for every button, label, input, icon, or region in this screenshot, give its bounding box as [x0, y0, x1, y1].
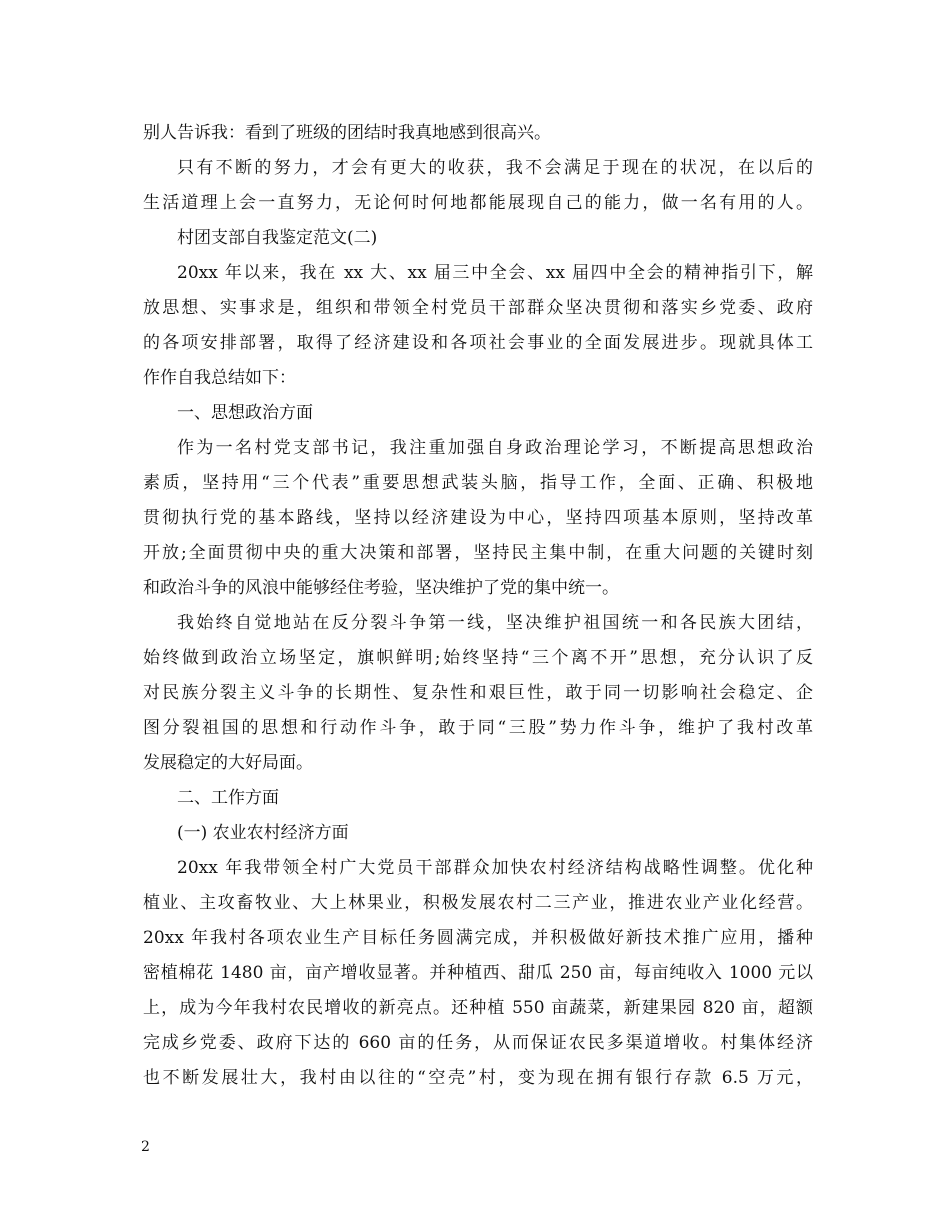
text-line: 作为一名村党支部书记，我注重加强自身政治理论学习，不断提高思想政治: [177, 438, 813, 458]
text-line: 20xx 年我带领全村广大党员干部群众加快农村经济结构战略性调整。优化种: [177, 858, 813, 878]
text-line: 我始终自觉地站在反分裂斗争第一线，坚决维护祖国统一和各民族大团结，: [177, 613, 813, 633]
text-line: 别人告诉我：看到了班级的团结时我真地感到很高兴。: [143, 123, 551, 143]
text-line: 上，成为今年我村农民增收的新亮点。还种植 550 亩蔬菜，新建果园 820 亩，超额: [143, 998, 813, 1018]
text-line: 和政治斗争的风浪中能够经住考验，坚决维护了党的集中统一。: [143, 578, 619, 598]
text-line: 对民族分裂主义斗争的长期性、复杂性和艰巨性，敢于同一切影响社会稳定、企: [143, 683, 813, 703]
text-line: 发展稳定的大好局面。: [143, 753, 313, 773]
text-line: 始终做到政治立场坚定，旗帜鲜明;始终坚持“三个离不开”思想，充分认识了反: [143, 648, 813, 668]
text-line: 20xx 年以来，我在 xx 大、xx 届三中全会、xx 届四中全会的精神指引下，解: [177, 263, 813, 283]
text-line: 素质，坚持用“三个代表”重要思想武装头脑，指导工作，全面、正确、积极地: [143, 473, 813, 493]
subsection-heading: (一) 农业农村经济方面: [177, 823, 349, 843]
text-line: 贯彻执行党的基本路线，坚持以经济建设为中心，坚持四项基本原则，坚持改革: [143, 508, 813, 528]
text-line: 密植棉花 1480 亩，亩产增收显著。并种植西、甜瓜 250 亩，每亩纯收入 1000 元以: [143, 963, 813, 983]
text-line: 只有不断的努力，才会有更大的收获，我不会满足于现在的状况，在以后的: [177, 158, 813, 178]
text-line: 的各项安排部署，取得了经济建设和各项社会事业的全面发展进步。现就具体工: [143, 333, 813, 353]
text-line: 开放;全面贯彻中央的重大决策和部署，坚持民主集中制，在重大问题的关键时刻: [143, 543, 813, 563]
text-line: 放思想、实事求是，组织和带领全村党员干部群众坚决贯彻和落实乡党委、政府: [143, 298, 813, 318]
text-line: 完成乡党委、政府下达的 660 亩的任务，从而保证农民多渠道增收。村集体经济: [143, 1033, 813, 1053]
text-line: 也不断发展壮大，我村由以往的“空壳”村，变为现在拥有银行存款 6.5 万元，: [143, 1068, 813, 1088]
section-heading: 一、思想政治方面: [177, 403, 313, 423]
page-number: 2: [141, 1139, 150, 1155]
text-line: 生活道理上会一直努力，无论何时何地都能展现自己的能力，做一名有用的人。: [143, 193, 813, 213]
section-heading: 二、工作方面: [177, 788, 279, 808]
document-body: [143, 116, 813, 1096]
section-title: 村团支部自我鉴定范文(二): [177, 228, 378, 248]
text-line: 植业、主攻畜牧业、大上林果业，积极发展农村二三产业，推进农业产业化经营。: [143, 893, 813, 913]
text-line: 20xx 年我村各项农业生产目标任务圆满完成，并积极做好新技术推广应用，播种: [143, 928, 813, 948]
text-line: 图分裂祖国的思想和行动作斗争，敢于同“三股”势力作斗争，维护了我村改革: [143, 718, 813, 738]
text-line: 作作自我总结如下：: [143, 368, 296, 388]
